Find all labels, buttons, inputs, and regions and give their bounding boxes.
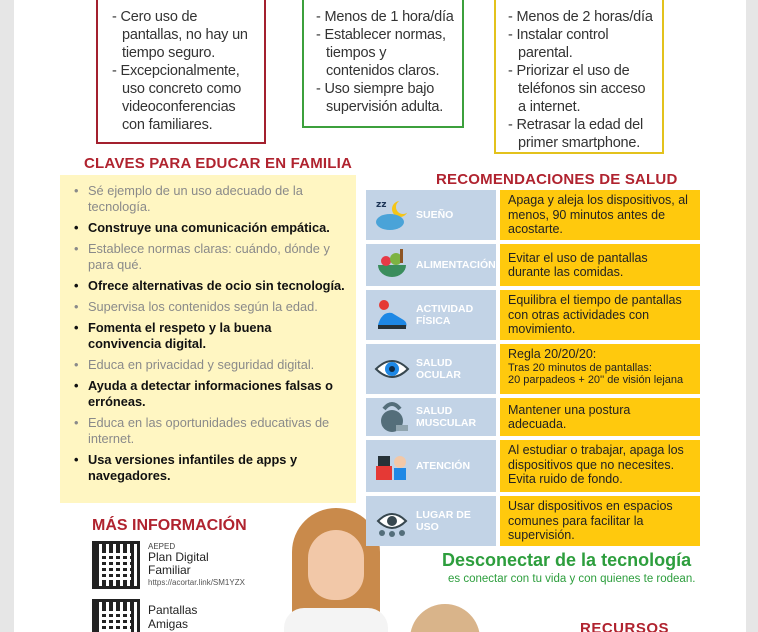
row-description-main: Regla 20/20/20: xyxy=(508,347,597,361)
row-label: ACTIVIDAD FÍSICA xyxy=(416,303,474,327)
row-description: Al estudiar o trabajar, apaga los dispositivos que no necesites. Evita ruido de fondo. xyxy=(500,440,700,492)
info-name-line1: Pantallas xyxy=(148,603,198,617)
info-name-line2: Amigas xyxy=(148,617,189,631)
age-box-red xyxy=(96,0,266,144)
desconectar-title: Desconectar de la tecnología xyxy=(442,550,692,570)
row-label-cell xyxy=(366,344,496,394)
claves-title: CLAVES PARA EDUCAR EN FAMILIA xyxy=(84,155,353,172)
eye-icon xyxy=(374,351,410,387)
age-box-item: - Retrasar la edad del primer smartphone. xyxy=(506,116,654,152)
kettlebell-icon xyxy=(374,399,410,435)
row-label: ALIMENTACIÓN xyxy=(416,259,496,271)
row-label: SALUD OCULAR xyxy=(416,357,461,381)
claves-item: • Educa en privacidad y seguridad digital. xyxy=(74,357,346,373)
info-source: AEPED xyxy=(148,542,176,551)
row-description-small: 20 parpadeos + 20'' de visión lejana xyxy=(508,374,684,386)
row-description xyxy=(500,398,700,436)
row-description-text: Mantener una postura adecuada. xyxy=(508,402,631,431)
salud-row-sueno xyxy=(366,190,700,240)
info-name-line2: Familiar xyxy=(148,563,191,577)
row-label: ATENCIÓN xyxy=(416,460,471,472)
row-description-text: Evitar el uso de pantallas durante las comidas. xyxy=(508,250,648,279)
row-description: Equilibra el tiempo de pantallas con otras actividades con movimiento. xyxy=(500,290,700,340)
claves-item: • Usa versiones infantiles de apps y navegadores. xyxy=(74,452,346,484)
salud-row-lugar xyxy=(366,496,700,546)
row-label: SALUD MUSCULAR xyxy=(416,405,477,429)
row-description: Usar dispositivos en espacios comunes para facilitar la supervisión. xyxy=(500,496,700,546)
claves-list xyxy=(74,183,346,484)
salud-row-muscular xyxy=(366,398,700,436)
salud-title: RECOMENDACIONES DE SALUD xyxy=(436,171,678,188)
recursos-heading: RECURSOS xyxy=(580,620,670,632)
row-label: LUGAR DE USO xyxy=(416,509,471,533)
sleep-cloud-icon xyxy=(374,197,410,233)
claves-item: • Ayuda a detectar informaciones falsas o erróneas. xyxy=(74,378,346,410)
row-label: SUEÑO xyxy=(416,209,454,221)
row-description: Apaga y aleja los dispositivos, al menos, 90 minutos antes de acostarte. xyxy=(500,190,700,240)
claves-item: • Sé ejemplo de un uso adecuado de la tecnología. xyxy=(74,183,346,215)
age-box-item: - Menos de 2 horas/día xyxy=(506,8,654,26)
girl-face xyxy=(308,530,364,600)
salud-row-ocular xyxy=(366,344,700,394)
age-box-item: - Excepcionalmente, uso concreto como videoconferencias con familiares. xyxy=(110,62,256,134)
age-box-item: - Priorizar el uso de teléfonos sin acceso a internet. xyxy=(506,62,654,116)
salud-row-actividad xyxy=(366,290,700,340)
age-box-item: - Uso siempre bajo supervisión adulta. xyxy=(314,80,454,116)
girl-shirt xyxy=(284,608,388,632)
claves-item: • Construye una comunicación empática. xyxy=(74,220,346,236)
age-box-item: - Instalar control parental. xyxy=(506,26,654,62)
row-label-cell xyxy=(366,244,496,286)
claves-item: • Supervisa los contenidos según la edad. xyxy=(74,299,346,315)
svg-text:zz: zz xyxy=(376,200,387,210)
shared-space-icon xyxy=(374,503,410,539)
salud-row-alimentacion xyxy=(366,244,700,286)
running-shoe-icon xyxy=(374,297,410,333)
age-box-item: - Establecer normas, tiempos y contenidos claros. xyxy=(314,26,454,80)
claves-item: • Ofrece alternativas de ocio sin tecnología. xyxy=(74,278,346,294)
boy-photo xyxy=(410,604,480,632)
row-label-cell xyxy=(366,496,496,546)
food-bowl-icon xyxy=(374,247,410,283)
age-box-item: - Cero uso de pantallas, no hay un tiempo seguro. xyxy=(110,8,256,62)
row-label-cell xyxy=(366,440,496,492)
age-box-green xyxy=(302,0,464,128)
claves-item: • Fomenta el respeto y la buena convivencia digital. xyxy=(74,320,346,352)
infographic-page xyxy=(14,0,746,632)
row-description xyxy=(500,344,700,394)
info-url[interactable]: https://acortar.link/SM1YZX xyxy=(148,578,245,587)
claves-item: • Educa en las oportunidades educativas de internet. xyxy=(74,415,346,447)
desconectar-subtitle: es conectar con tu vida y con quienes te rodean. xyxy=(448,573,696,585)
row-description xyxy=(500,244,700,286)
claves-list-box xyxy=(60,175,356,503)
row-label-cell xyxy=(366,290,496,340)
info-link-pantallas-amigas[interactable] xyxy=(148,603,248,631)
row-label-cell xyxy=(366,398,496,436)
info-name-line1: Plan Digital xyxy=(148,550,209,564)
row-description-small: Tras 20 minutos de pantallas: xyxy=(508,361,652,374)
row-label-cell xyxy=(366,190,496,240)
age-box-yellow xyxy=(494,0,664,154)
claves-item: • Establece normas claras: cuándo, dónde y para qué. xyxy=(74,241,346,273)
salud-row-atencion xyxy=(366,440,700,492)
qr-code-icon[interactable] xyxy=(92,599,140,632)
age-box-item: - Menos de 1 hora/día xyxy=(314,8,454,26)
info-link-plan-digital[interactable] xyxy=(148,542,278,587)
mas-info-title: MÁS INFORMACIÓN xyxy=(92,517,247,534)
qr-code-icon[interactable] xyxy=(92,541,140,589)
focus-icon xyxy=(374,448,410,484)
